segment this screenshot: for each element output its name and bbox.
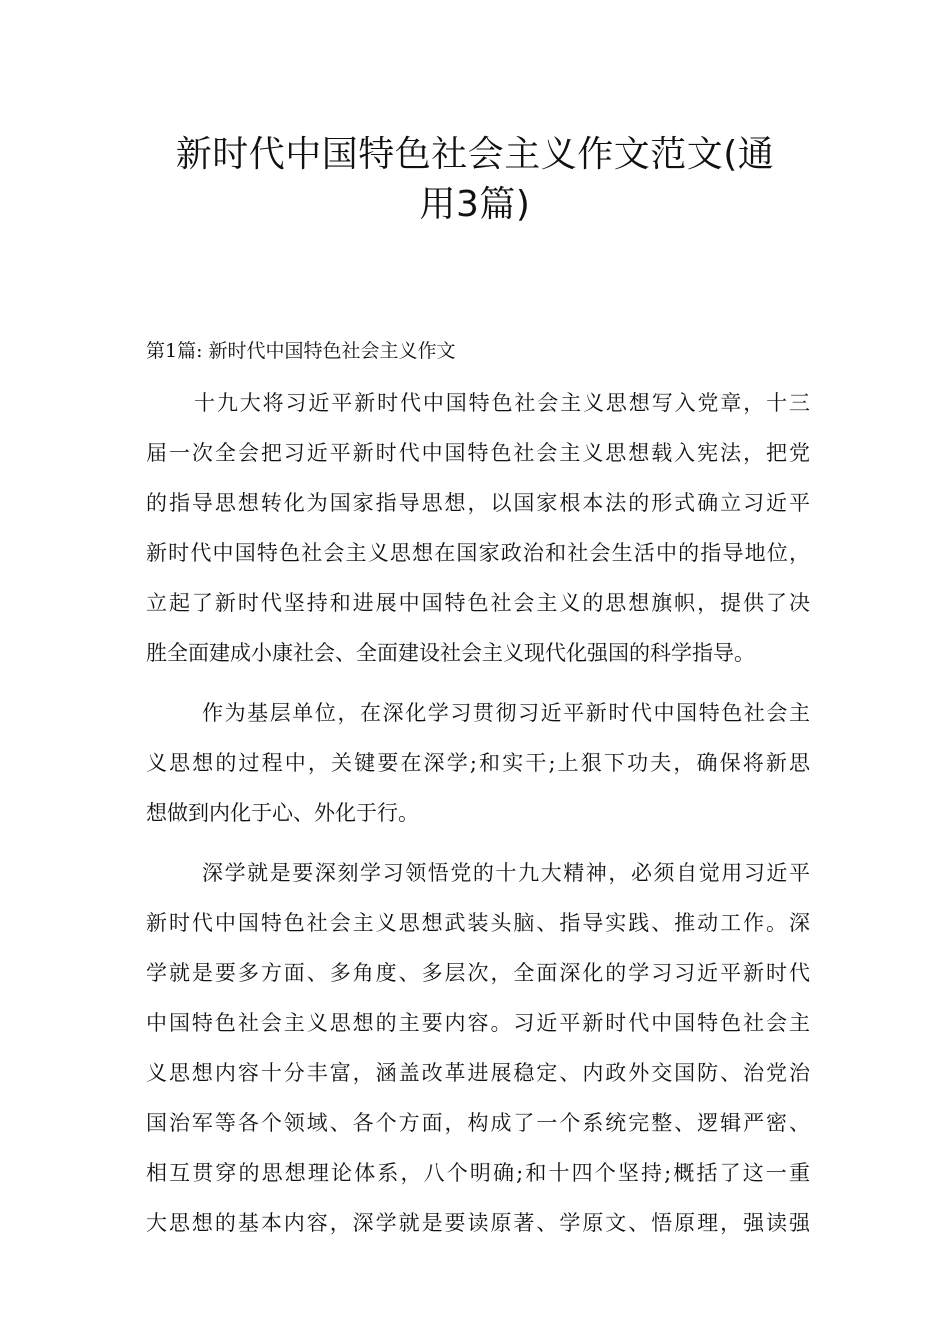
paragraph-line: 想做到内化于心、外化于行。: [146, 801, 419, 825]
paragraph-line: 的指导思想转化为国家指导思想，以国家根本法的形式确立习近平: [146, 491, 810, 515]
paragraph-line: 义思想的过程中，关键要在深学;和实干;上狠下功夫，确保将新思: [146, 751, 810, 775]
paragraph-line: 十九大将习近平新时代中国特色社会主义思想写入党章，十三: [194, 391, 810, 415]
paragraph: [146, 688, 810, 838]
title-line: 用3篇): [419, 184, 531, 225]
paragraph-line: 新时代中国特色社会主义思想在国家政治和社会生活中的指导地位，: [146, 541, 810, 565]
paragraph-line: 作为基层单位，在深化学习贯彻习近平新时代中国特色社会主: [202, 701, 810, 725]
document-body: [146, 378, 810, 1258]
paragraph-line: 深学就是要深刻学习领悟党的十九大精神，必须自觉用习近平: [202, 861, 810, 885]
paragraph-line: 相互贯穿的思想理论体系，八个明确;和十四个坚持;概括了这一重: [146, 1161, 810, 1185]
paragraph-line: 立起了新时代坚持和进展中国特色社会主义的思想旗帜，提供了决: [146, 591, 810, 615]
document-title: [120, 130, 830, 230]
paragraph-line: 学就是要多方面、多角度、多层次，全面深化的学习习近平新时代: [146, 961, 810, 985]
paragraph-line: 中国特色社会主义思想的主要内容。习近平新时代中国特色社会主: [146, 1011, 810, 1035]
paragraph: [146, 378, 810, 678]
section-heading: 第1篇: 新时代中国特色社会主义作文: [146, 340, 456, 362]
paragraph-line: 胜全面建成小康社会、全面建设社会主义现代化强国的科学指导。: [146, 641, 755, 665]
paragraph-line: 新时代中国特色社会主义思想武装头脑、指导实践、推动工作。深: [146, 911, 810, 935]
paragraph-line: 届一次全会把习近平新时代中国特色社会主义思想载入宪法，把党: [146, 441, 810, 465]
title-line: 新时代中国特色社会主义作文范文(通: [175, 134, 775, 175]
paragraph-line: 国治军等各个领域、各个方面，构成了一个系统完整、逻辑严密、: [146, 1111, 810, 1135]
paragraph-line: 义思想内容十分丰富，涵盖改革进展稳定、内政外交国防、治党治: [146, 1061, 810, 1085]
paragraph: [146, 848, 810, 1248]
paragraph-line: 大思想的基本内容，深学就是要读原著、学原文、悟原理，强读强: [146, 1211, 810, 1235]
